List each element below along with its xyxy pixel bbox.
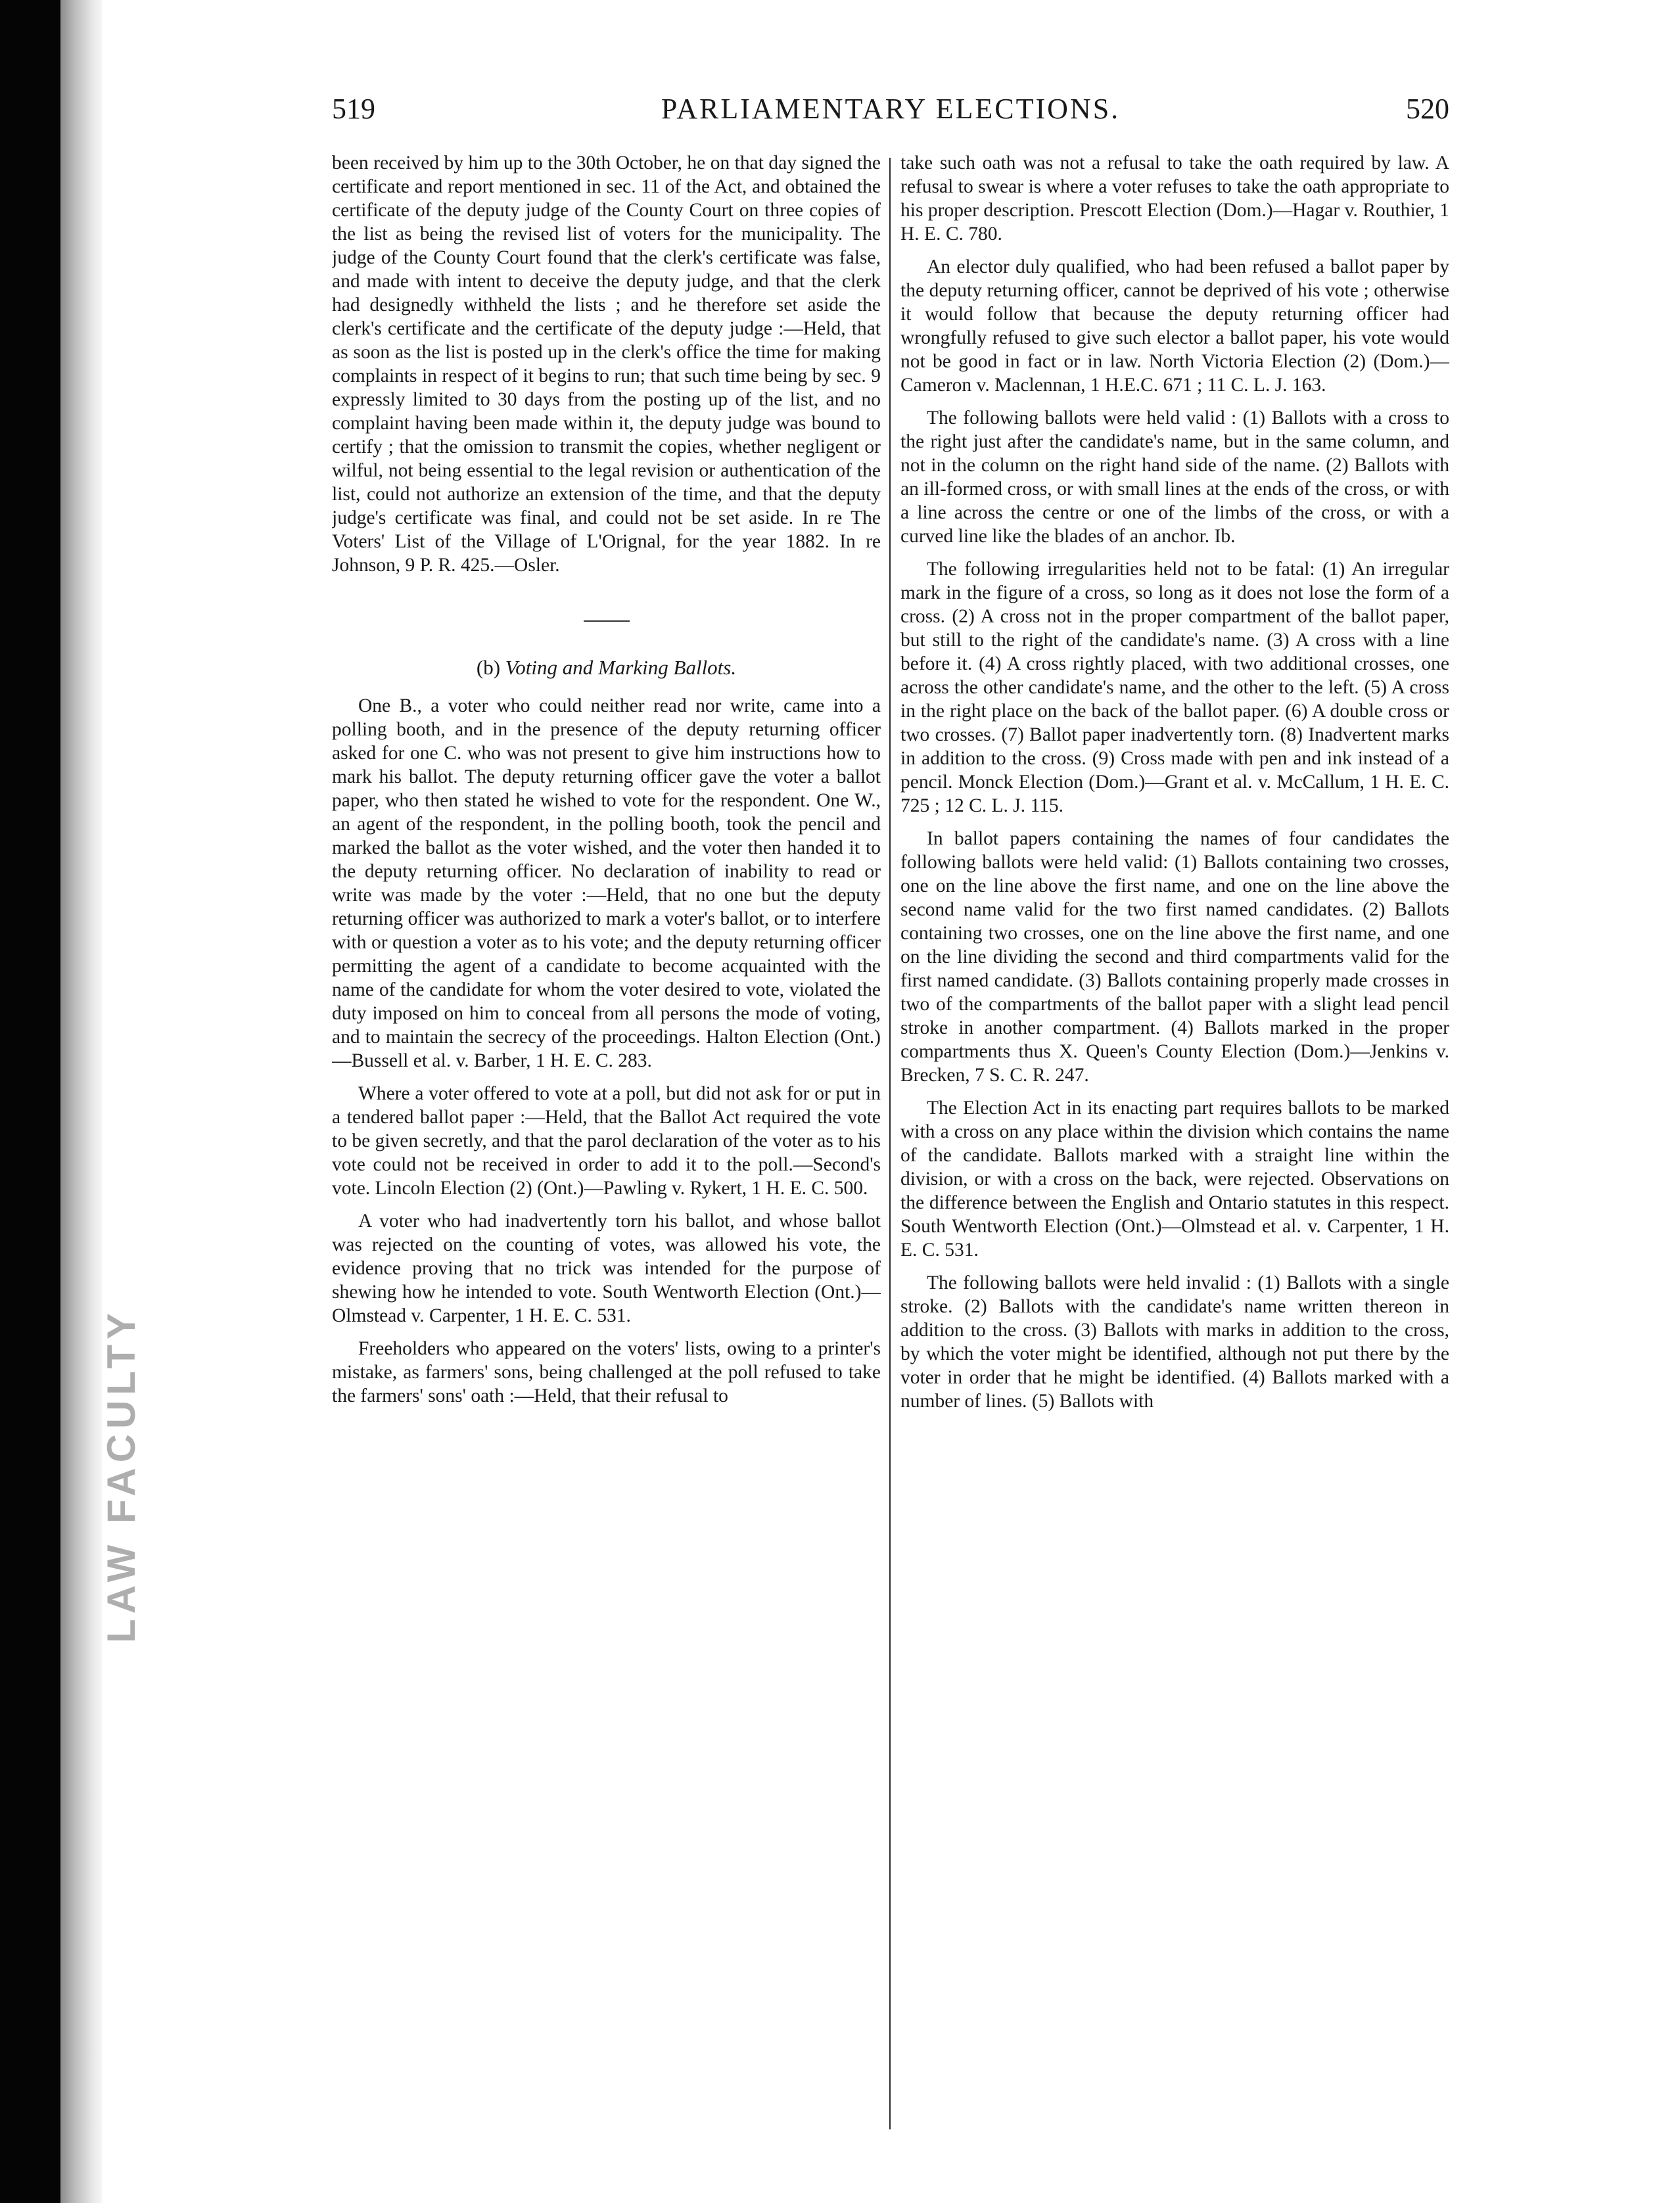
paragraph: One B., a voter who could neither read nor write, came into a polling booth, and in the presence of the deputy returning officer asked for one C. who was not present to give him instructions how to mark his ballot. The deputy returning officer gave the voter a ballot paper, who then stated he wished to vote for the respondent. One W., an agent of the respondent, in the polling booth, took the pencil and marked the ballot as the voter wished, and the voter then handed it to the deputy returning officer. No declaration of inability to read or write was made by the voter :—Held, that no one but the deputy returning officer was authorized to mark a voter's ballot, or to interfere with or question a voter as to his vote; and the deputy returning officer permitting the agent of a candidate to become acquainted with the name of the candidate for whom the voter desired to vote, violated the duty imposed on him to conceal from all persons the mode of voting, and to maintain the secrecy of the proceedings. Halton Election (Ont.)—Bussell et al. v. Barber, 1 H. E. C. 283. [332, 695, 881, 1071]
paragraph: been received by him up to the 30th October, he on that day signed the certificate and report mentioned in sec. 11 of the Act, and obtained the certificate of the deputy judge of the County Court on three copies of the list as being the revised list of voters for the municipality. The judge of the County Court found that the clerk's certificate was false, and made with intent to deceive the deputy judge, and that the clerk had designedly withheld the lists ; and he therefore set aside the clerk's certificate and the certificate of the deputy judge :—Held, that as soon as the list is posted up in the clerk's office the time for making complaints in respect of it begins to run; that such time being by sec. 9 expressly limited to 30 days from the posting up of the list, and no complaint having been made within it, the deputy judge was bound to certify ; that the omission to transmit the copies, whether negligent or wilful, not being essential to the legal revision or authentication of the list, could not authorize an extension of the time, and that the deputy judge's certificate was final, and could not be set aside. In re The Voters' List of the Village of L'Orignal, for the year 1882. In re Johnson, 9 P. R. 425.—Osler. [332, 152, 881, 576]
paragraph: take such oath was not a refusal to take the oath required by law. A refusal to swear is where a voter refuses to take the oath appropriate to his proper description. Prescott Election (Dom.)—Hagar v. Routhier, 1 H. E. C. 780. [900, 152, 1449, 244]
section-title: Voting and Marking Ballots. [505, 656, 737, 679]
paragraph: The following irregularities held not to be fatal: (1) An irregular mark in the figure of a cross, so long as it does not lose the form of a cross. (2) A cross not in the proper compartment of the ballot paper, but still to the right of the candidate's name. (3) A cross with a line before it. (4) A cross rightly placed, with two additional crosses, one across the other candidate's name, and the other to the left. (5) A cross in the right place on the back of the ballot paper. (6) A double cross or two crosses. (7) Ballot paper inadvertently torn. (8) Inadvertent marks in addition to the cross. (9) Cross made with pen and ink instead of a pencil. Monck Election (Dom.)—Grant et al. v. McCallum, 1 H. E. C. 725 ; 12 C. L. J. 115. [900, 559, 1449, 816]
section-letter: (b) [476, 656, 501, 679]
book-gutter [60, 0, 103, 2203]
running-header [332, 92, 1449, 138]
paragraph: An elector duly qualified, who had been refused a ballot paper by the deputy returning officer, cannot be deprived of his vote ; otherwise it would follow that because the deputy returning officer had wrongfully refused to give such elector a ballot paper, his vote would not be good in fact or in law. North Victoria Election (2) (Dom.)—Cameron v. Maclennan, 1 H.E.C. 671 ; 11 C. L. J. 163. [900, 256, 1449, 396]
paragraph: In ballot papers containing the names of four candidates the following ballots were held valid: (1) Ballots containing two crosses, one on the line above the first name, and one on the line above the second name valid for the two first named candidates. (2) Ballots containing two crosses, one on the line above the first name, and one on the line dividing the second and third compartments valid for the first named candidate. (3) Ballots containing properly made crosses in two of the compartments of the ballot paper with a slight lead pencil stroke in another compartment. (4) Ballots marked in the proper compartments thus X. Queen's County Election (Dom.)—Jenkins v. Brecken, 7 S. C. R. 247. [900, 828, 1449, 1086]
scan-edge-dark [0, 0, 60, 2203]
book-page [332, 92, 1449, 2182]
paragraph: Freeholders who appeared on the voters' lists, owing to a printer's mistake, as farmers' sons, being challenged at the poll refused to take the farmers' sons' oath :—Held, that their refusal to [332, 1338, 881, 1406]
page-number-left: 519 [332, 93, 375, 125]
column-divider [889, 158, 891, 2129]
paragraph: The following ballots were held invalid : (1) Ballots with a single stroke. (2) Ballots with the candidate's name written thereon in addition to the cross. (3) Ballots with marks in addition to the cross, by which the voter might be identified, although not put there by the voter in order that he might be identified. (4) Ballots marked with a number of lines. (5) Ballots with [900, 1272, 1449, 1412]
section-heading [332, 656, 881, 680]
spine-stamp: LAW FACULTY [99, 1307, 143, 1643]
right-column [900, 151, 1449, 2169]
page-number-right: 520 [1406, 93, 1449, 125]
paragraph: Where a voter offered to vote at a poll, but did not ask for or put in a tendered ballot paper :—Held, that the Ballot Act required the vote to be given secretly, and that the parol declaration of the voter as to his vote could not be received in order to add it to the poll.—Second's vote. Lincoln Election (2) (Ont.)—Pawling v. Rykert, 1 H. E. C. 500. [332, 1083, 881, 1199]
left-column [332, 151, 881, 2169]
paragraph: The following ballots were held valid : (1) Ballots with a cross to the right just after the candidate's name, but in the same column, and not in the column on the right hand side of the name. (2) Ballots with an ill-formed cross, or with small lines at the ends of the cross, or with a line across the centre or one of the limbs of the cross, or with a curved line like the blades of an anchor. Ib. [900, 407, 1449, 547]
paragraph: A voter who had inadvertently torn his ballot, and whose ballot was rejected on the counting of votes, was allowed his vote, the evidence proving that no trick was intended for the purpose of shewing how he intended to vote. South Wentworth Election (Ont.)—Olmstead v. Carpenter, 1 H. E. C. 531. [332, 1211, 881, 1326]
running-title: PARLIAMENTARY ELECTIONS. [661, 93, 1121, 125]
paragraph: The Election Act in its enacting part requires ballots to be marked with a cross on any place within the division which contains the name of the candidate. Ballots marked with a straight line within the division, or with a cross on the back, were rejected. Observations on the difference between the English and Ontario statutes in this respect. South Wentworth Election (Ont.)—Olmstead et al. v. Carpenter, 1 H. E. C. 531. [900, 1098, 1449, 1261]
section-rule [584, 620, 630, 622]
